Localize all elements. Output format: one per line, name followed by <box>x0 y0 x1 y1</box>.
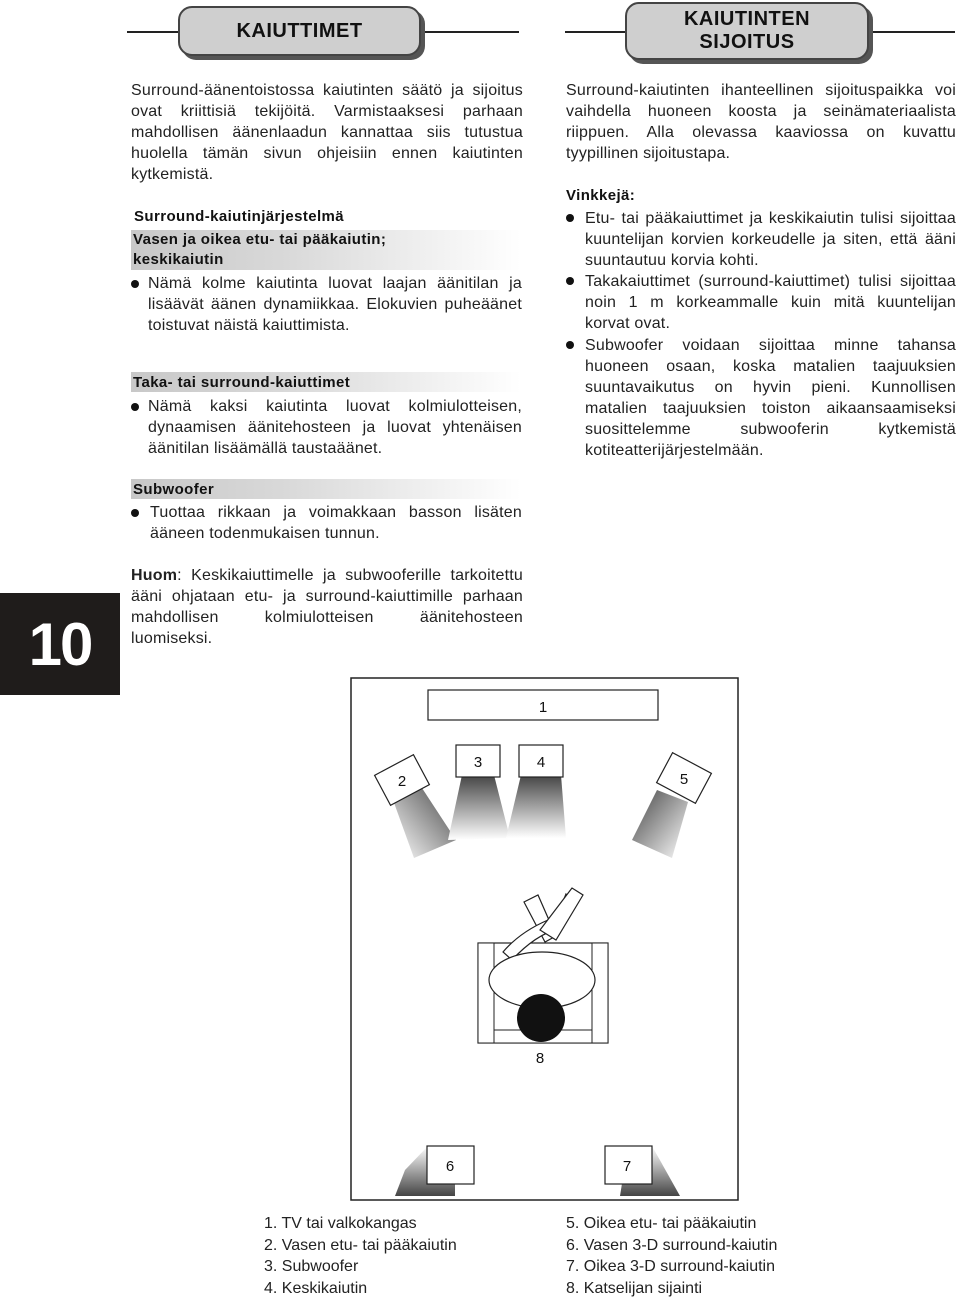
legend-item: 4. Keskikaiutin <box>264 1279 368 1297</box>
front-speakers-text: Nämä kolme kaiutinta luovat laajan äänitilan ja lisäävät äänen dynamiikkaa. Elokuvien puheäänet toistuvat näistä kaiuttimista. <box>148 275 522 334</box>
legend-item: 6. Vasen 3-D surround-kaiutin <box>566 1236 778 1254</box>
front-speakers-heading-1: Vasen ja oikea etu- tai pääkaiutin; <box>133 231 387 248</box>
placement-intro: Surround-kaiutinten ihanteellinen sijoituspaikka voi vaihdella huoneen koosta ja seinämateriaalista riippuen. Alla olevassa kaaviossa on kuvattu tyypillinen sijoitustapa. <box>566 82 956 162</box>
legend-item: 7. Oikea 3-D surround-kaiutin <box>566 1258 775 1275</box>
label-7: 7 <box>622 1158 632 1175</box>
tip-1: Etu- tai pääkaiuttimet ja keskikaiutin tulisi sijoittaa kuuntelijan korvien korkeudelle ja siten, että ääni suuntautuu korvia kohti. <box>585 210 956 269</box>
legend-item: 1. TV tai valkokangas <box>264 1215 417 1232</box>
tips-title: Vinkkejä: <box>566 187 636 204</box>
listener-head <box>517 994 565 1042</box>
label-2: 2 <box>397 773 407 790</box>
legend-left <box>264 1213 457 1299</box>
legend-item: 2. Vasen etu- tai pääkaiutin <box>264 1236 457 1254</box>
tip-3: Subwoofer voidaan sijoittaa minne tahansa huoneen osaan, koska matalien taajuuksien suuntavaikutus on hyvin pieni. Kunnollisen matalien taajuuksien toiston aikaansaamiseksi suosittelemme subwooferin kytkemistä kotiteatterijärjestelmään. <box>585 337 956 459</box>
label-5: 5 <box>679 771 689 788</box>
header-kaiuttimet: KAIUTTIMET <box>178 6 421 56</box>
note-text: : Keskikaiuttimelle ja subwooferille tarkoitettu ääni ohjataan etu- ja surround-kaiuttimille parhaan mahdollisen kolmiulotteisen äänitehosteen luomiseksi. <box>131 567 523 647</box>
label-1: 1 <box>538 699 548 716</box>
legend-right <box>566 1213 777 1299</box>
legend-item: 8. Katselijan sijainti <box>566 1279 703 1297</box>
intro-paragraph: Surround-äänentoistossa kaiutinten säätö ja sijoitus ovat kriittisiä tekijöitä. Varmistaaksesi parhaan mahdollisen äänenlaadun kannattaa siis tutustua huolella tämän sivun ohjeisiin ennen kaiutinten kytkemistä. <box>131 82 523 183</box>
label-6: 6 <box>445 1158 455 1175</box>
header-right-line1: KAIUTINTEN <box>683 8 811 30</box>
rear-speakers-heading: Taka- tai surround-kaiuttimet <box>133 374 351 391</box>
header-right-line2: SIJOITUS <box>699 31 795 53</box>
section-title: Surround-kaiutinjärjestelmä <box>134 208 345 225</box>
subwoofer-text: Tuottaa rikkaan ja voimakkaan basson lisäten ääneen todenmukaisen tunnun. <box>150 504 522 542</box>
note-label: Huom <box>131 567 178 584</box>
front-speakers-heading-2: keskikaiutin <box>133 251 224 268</box>
legend-item: 5. Oikea etu- tai pääkaiutin <box>566 1215 757 1232</box>
label-4: 4 <box>536 754 546 771</box>
rear-speakers-text: Nämä kaksi kaiutinta luovat kolmiulotteisen, dynaamisen äänitehosteen ja luovat yhtenäisen äänitilan lisäämällä taustaäänet. <box>148 398 522 457</box>
label-8: 8 <box>535 1050 545 1067</box>
tip-2: Takakaiuttimet (surround-kaiuttimet) tulisi sijoittaa noin 1 m korkeammalle kuin mitä kuuntelijan korvat ovat. <box>585 273 956 332</box>
label-3: 3 <box>473 754 483 771</box>
subwoofer-heading: Subwoofer <box>133 481 215 498</box>
page-number: 10 <box>0 593 120 695</box>
legend-item: 3. Subwoofer <box>264 1258 359 1275</box>
